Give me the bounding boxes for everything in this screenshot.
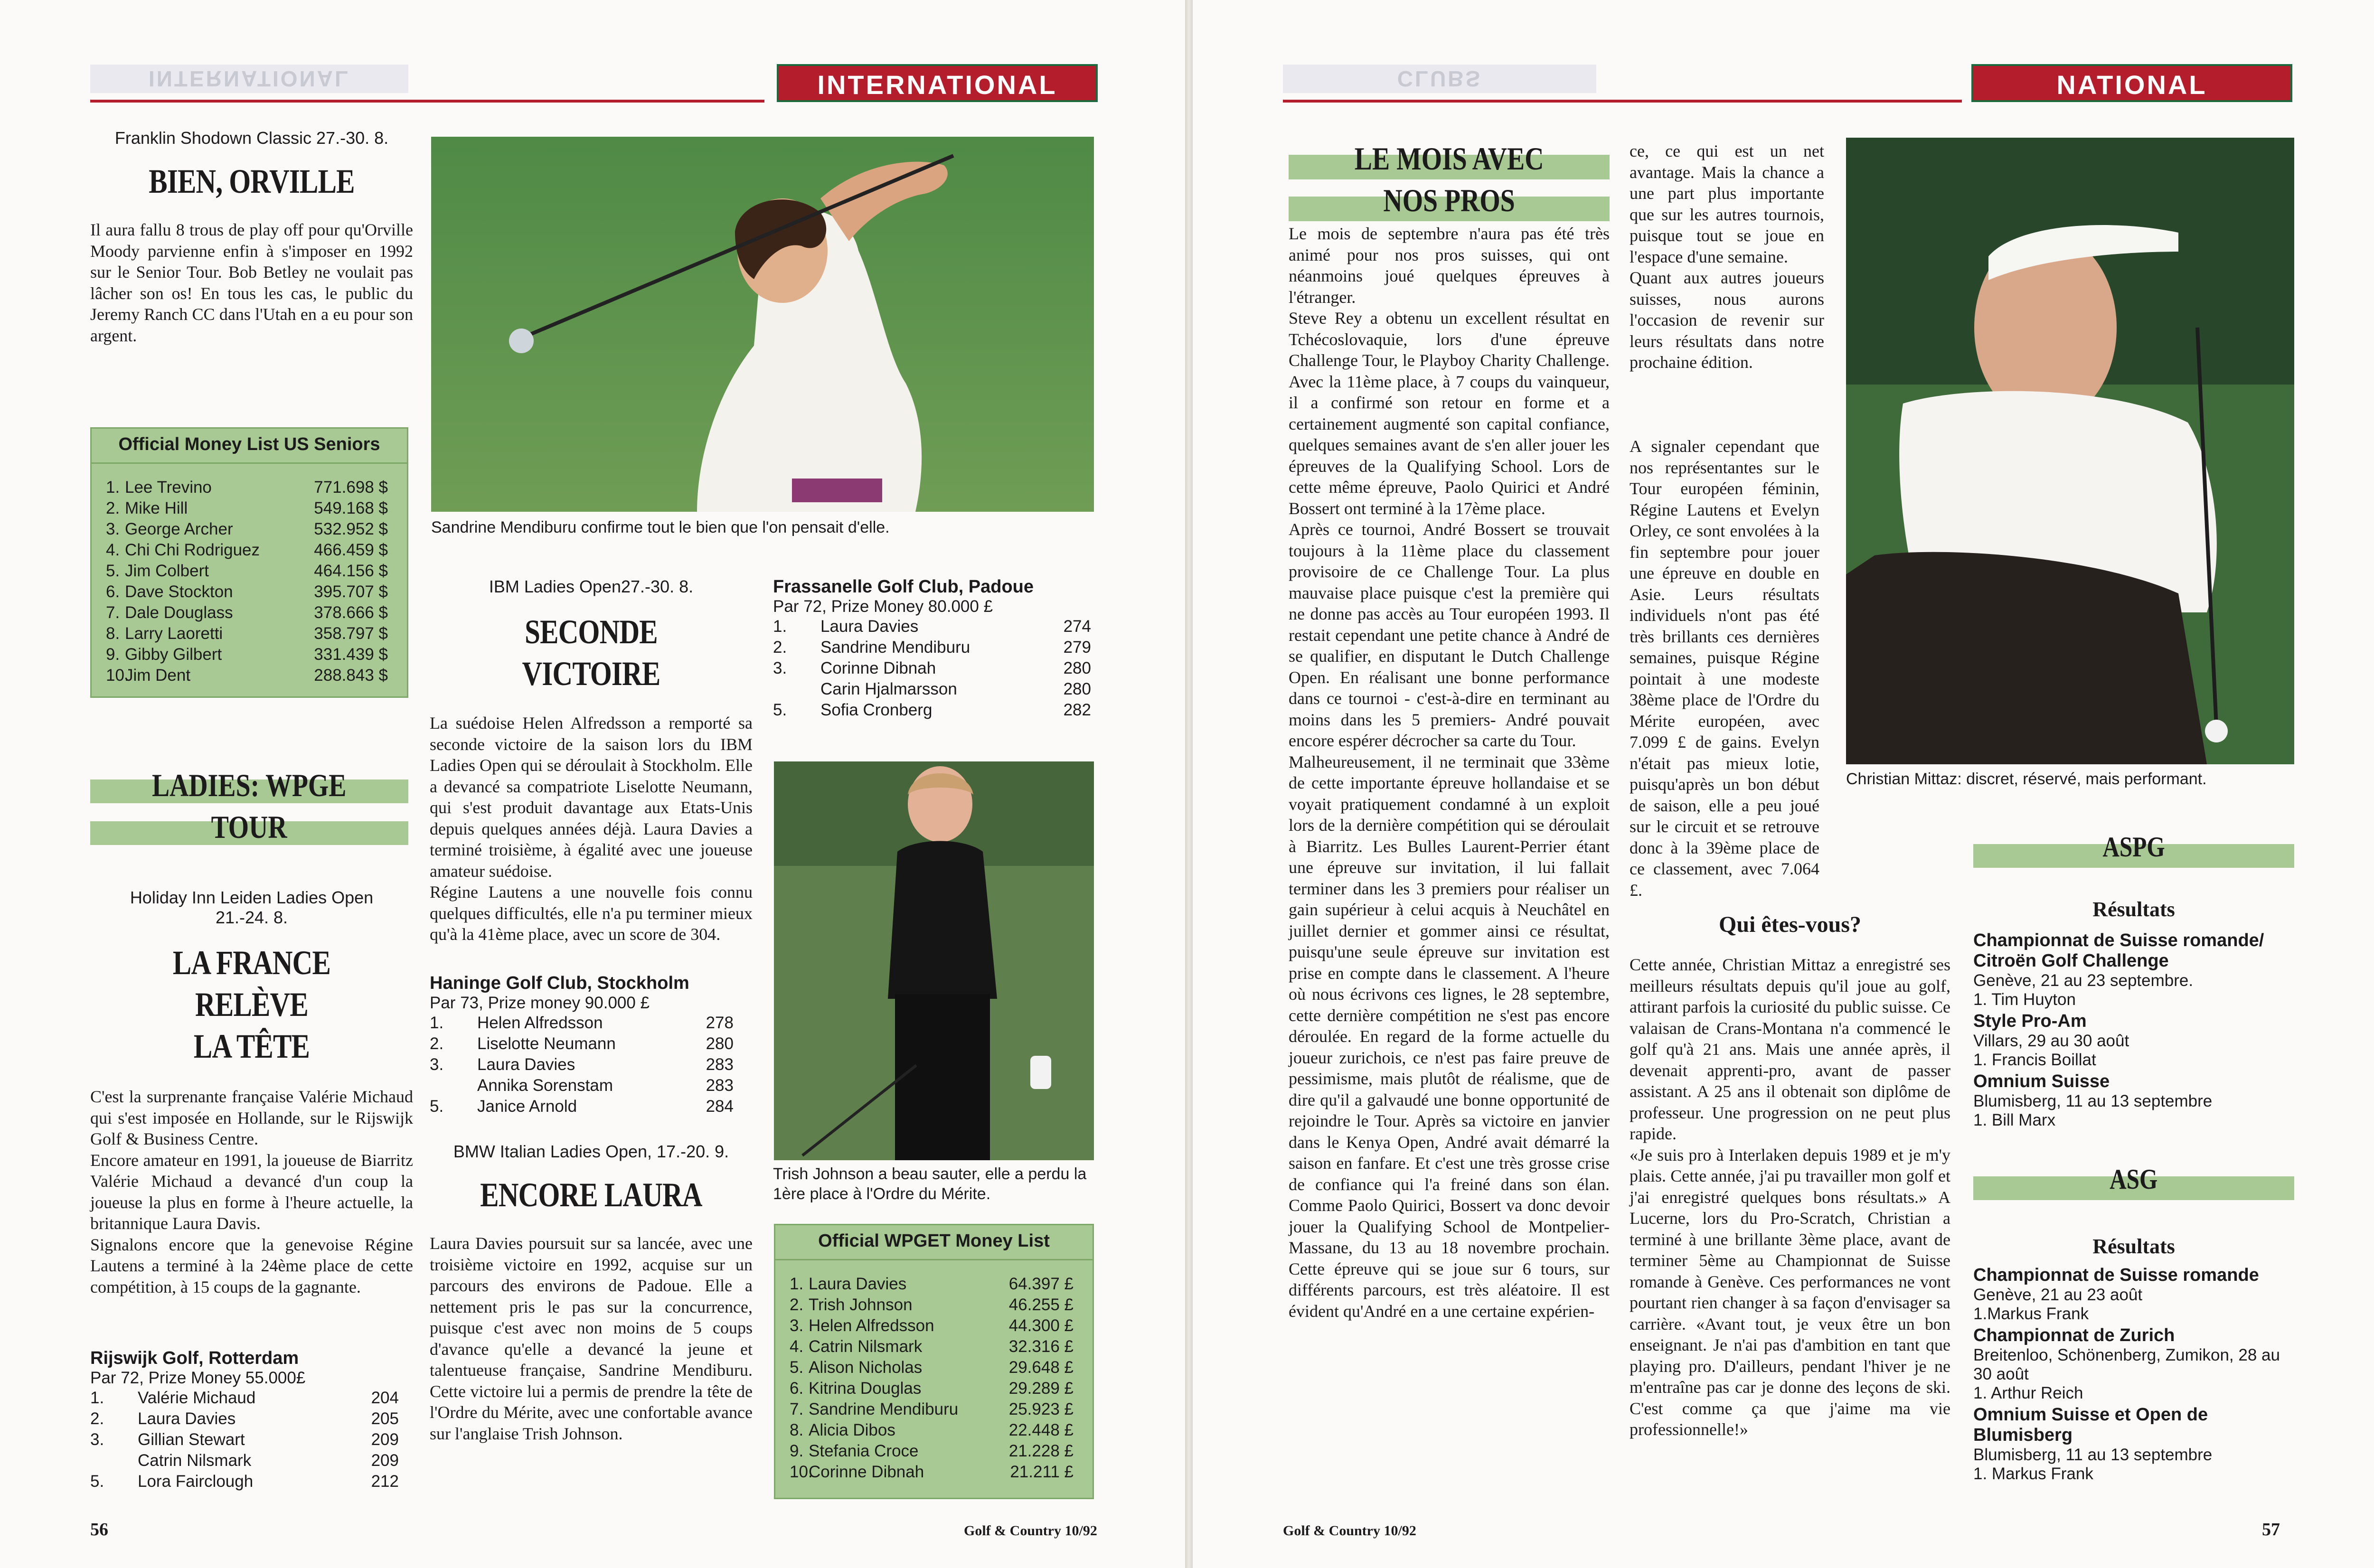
result-title: Championnat de Suisse romande [1973, 1265, 2259, 1285]
rank [430, 1075, 477, 1096]
value: 532.952 $ [314, 520, 388, 538]
list-row [790, 1274, 1074, 1295]
right-page [1193, 0, 2374, 1568]
rank: 1. [430, 1014, 444, 1032]
rank: 3. [773, 659, 787, 677]
photo-caption: Trish Johnson a beau sauter, elle a perdu la 1ère place à l'Ordre du Mérite. [773, 1165, 1087, 1203]
list-row [790, 1462, 1074, 1483]
player-name: Alison Nicholas [809, 1358, 923, 1377]
list-row [106, 477, 388, 498]
header-rule [90, 100, 764, 103]
result-where: Genève, 21 au 23 septembre. [1973, 971, 2194, 990]
rank: 5. [790, 1358, 804, 1377]
section-tag-international: INTERNATIONAL [777, 64, 1098, 102]
article-body-3: Signalons encore que la genevoise Régine Lautens a terminé à la 24ème place de cette compétition, à 15 coups de la gagnante. [90, 1235, 413, 1296]
rank: 8. [106, 624, 120, 643]
dateline: Franklin Shodown Classic 27.-30. 8. [114, 128, 389, 148]
player-name: George Archer [125, 520, 233, 538]
player-name: Dave Stockton [125, 582, 233, 601]
player-name: Catrin Nilsmark [138, 1451, 252, 1470]
value: 282 [1063, 701, 1091, 719]
result-winner: 1. Tim Huyton [1973, 990, 2076, 1009]
wpget-money-list [774, 1224, 1094, 1499]
list-row [773, 616, 1091, 637]
paragraph-2: «Je suis pro à Interlaken depuis 1989 et je m'y plais. Cette année, j'ai pu travailler mon golf et j'ai enregistré quelques bons résultats.» A Lucerne, lors du Pro-Scratch, Christian a terminé à une brillante 3ème place, avant de terminer 5ème au Championnat de Suisse romande à Genève. Ces performances ne vont pourtant rien changer à sa façon d'envisager sa carrière. «Avant tout, je veux être un bon enseignant. Je n'ai pas d'ambition en tant que playing pro. D'ailleurs, pendant l'hiver je ne m'entraîne pas car je donne des leçons de ski. C'est comme ça que j'aime ma vie professionnelle!» [1630, 1145, 1950, 1439]
result-title: Championnat de Zurich [1973, 1325, 2175, 1345]
list-row [106, 498, 388, 519]
golfer-swing-illustration [431, 137, 1094, 512]
list-row [790, 1378, 1074, 1399]
header-rule [1283, 100, 1962, 103]
list-row [90, 1388, 399, 1408]
result-where: Breitenloo, Schönenberg, Zumikon, 28 au 30 août [1973, 1346, 2280, 1383]
rank: 3. [106, 520, 120, 538]
result-item [1973, 1405, 2301, 1483]
player-name: Jim Colbert [125, 562, 209, 580]
rank: 1. [106, 478, 120, 497]
list-row [773, 658, 1091, 679]
result-item [1973, 1265, 2301, 1324]
result-where: Villars, 29 au 30 août [1973, 1032, 2129, 1050]
value: 274 [1063, 617, 1091, 636]
headline-2: LA TÊTE [193, 1027, 310, 1065]
list-row [790, 1357, 1074, 1378]
player-name: Dale Douglass [125, 603, 233, 622]
value: 44.300 £ [1008, 1316, 1074, 1335]
list-row [90, 1429, 399, 1450]
value: 212 [371, 1472, 399, 1491]
article-body: Il aura fallu 8 trous de play off pour qu'Orville Moody parvienne enfin à s'imposer en 1992 sur le Senior Tour. Bob Betley ne voulait pas lâcher son os! En tous les cas, le public du Jeremy Ranch CC dans l'Utah en a eu pour son argent. [90, 220, 413, 345]
value: 283 [706, 1055, 734, 1074]
rank: 4. [106, 541, 120, 559]
value: 21.211 £ [1010, 1463, 1074, 1481]
rank: 2. [430, 1034, 444, 1053]
player-name: Annika Sorenstam [477, 1076, 613, 1095]
asg-head [1973, 1158, 2294, 1201]
article-body-1: La suédoise Helen Alfredsson a remporté sa seconde victoire de la saison lors du IBM Ladies Open qui se déroulait à Stockholm. Elle a devancé sa compatriote Liselotte Neumann, qui s'est produit davantage aux Etats-Unis depuis quelques années déjà. Laura Davies a terminé troisième, à égalité avec une joueuse amateur suédoise. [430, 714, 753, 881]
result-winner: 1. Arthur Reich [1973, 1384, 2083, 1402]
rank: 2. [773, 638, 787, 657]
list-row [90, 1471, 399, 1492]
paragraph-2: Quant aux autres joueurs suisses, nous aurons l'occasion de revenir sur leurs résultats dans notre prochaine édition. [1630, 268, 1824, 372]
result-item [1973, 930, 2301, 1009]
list-row [430, 1054, 734, 1075]
aspg-results-label: Résultats [2092, 898, 2175, 921]
result-title: Omnium Suisse et Open de Blumisberg [1973, 1405, 2208, 1445]
list-row [106, 602, 388, 623]
value: 280 [706, 1034, 734, 1053]
main-head-nos-pros [1289, 138, 1610, 223]
results-sub: Par 72, Prize Money 80.000 £ [773, 597, 993, 616]
value: 32.316 £ [1008, 1337, 1074, 1356]
rank: 10. [106, 666, 129, 685]
list-row [106, 644, 388, 665]
value: 29.648 £ [1008, 1358, 1074, 1377]
rank: 5. [773, 701, 787, 719]
result-where: Blumisberg, 11 au 13 septembre [1973, 1092, 2213, 1110]
results-rows [430, 1013, 734, 1117]
value: 464.156 $ [314, 562, 388, 580]
value: 21.228 £ [1008, 1442, 1074, 1460]
list-row [790, 1336, 1074, 1357]
photo-caption: Christian Mittaz: discret, réservé, mais performant. [1846, 770, 2207, 788]
value: 331.439 $ [314, 645, 388, 664]
ladies-wpge-head [90, 764, 408, 849]
result-winner: 1. Francis Boillat [1973, 1051, 2096, 1069]
list-row [790, 1441, 1074, 1462]
rank: 6. [106, 582, 120, 601]
value: 283 [706, 1076, 734, 1095]
results-title: Haninge Golf Club, Stockholm [430, 973, 689, 993]
results-title: Frassanelle Golf Club, Padoue [773, 577, 1034, 597]
page-gutter [1185, 0, 1193, 1568]
box-title: Official WPGET Money List [775, 1225, 1093, 1260]
section-tag-national: NATIONAL [1971, 64, 2292, 102]
results-title: Rijswijk Golf, Rotterdam [90, 1348, 299, 1368]
player-name: Lee Trevino [125, 478, 212, 497]
player-name: Chi Chi Rodriguez [125, 541, 260, 559]
rank [773, 679, 820, 700]
results-rows [90, 1388, 399, 1492]
aspg-head [1973, 826, 2294, 869]
paragraph-4: Malheureusement, il ne terminait que 33ème de cette importante épreuve hollandaise et se voyait pratiquement condamné à un exploit lors de la dernière compétition qui se déroulait à Biarritz. Les Bulles Laurent-Perrier étant une épreuve sur invitation, il lui fallait terminer dans les 3 premiers pour réaliser un gain supérieur à celui acquis à Neuchâtel en juillet dernier et gommer ainsi ce résultat, puisqu'une seule épreuve sur invitation est prise en compte dans le classement. A l'heure où nous écrivons ces lignes, le 28 septembre, cette dernière compétition ne s'est pas encore déroulée. En regard de la forme actuelle du joueur zurichois, ce n'est pas faire preuve de pessimisme, mais plutôt de réalisme, que de dire qu'il a galvaudé une bonne opportunité de rejoindre le Tour. Après sa victoire en janvier dans le Kenya Open, André avait démarré la saison en fanfare. Et c'est une très grosse crise de confiance qui l'a freiné dans son élan. Comme Paolo Quirici, Bossert va donc devoir jouer la Qualifying School de Montpelier-Massane, du 13 au 18 novembre prochain. Cette épreuve qui se joue sur 6 tours, sur différents parcours, est très aléatoire. Il est évident qu'André en a une certaine expérien- [1289, 752, 1610, 1321]
rank: 7. [106, 603, 120, 622]
result-item [1973, 1325, 2301, 1403]
rank: 2. [106, 499, 120, 517]
article-qui-etes-vous [1630, 954, 1950, 1440]
value: 204 [371, 1389, 399, 1407]
list-row [430, 1096, 734, 1117]
player-name: Jim Dent [125, 666, 191, 685]
player-name: Laura Davies [820, 617, 919, 636]
result-title: Championnat de Suisse romande/ Citroën Golf Challenge [1973, 930, 2264, 971]
rank: 1. [90, 1389, 104, 1407]
value: 549.168 $ [314, 499, 388, 517]
list-row [106, 582, 388, 602]
dateline: BMW Italian Ladies Open, 17.-20. 9. [453, 1142, 729, 1161]
box-title: Official Money List US Seniors [92, 429, 407, 464]
value: 284 [706, 1097, 734, 1116]
list-row [106, 561, 388, 582]
dateline-1: Holiday Inn Leiden Ladies Open [130, 888, 374, 907]
list-row [106, 540, 388, 561]
rank [90, 1450, 138, 1471]
rank: 2. [90, 1409, 104, 1428]
head-line-2: TOUR [211, 809, 288, 845]
money-list-rows [775, 1260, 1093, 1483]
article-body-2: Régine Lautens a une nouvelle fois connu quelques difficultés, elle n'a pu terminer mieux qu'à la 41ème place, avec un score de 304. [430, 883, 753, 944]
list-row [430, 1075, 734, 1096]
result-winner: 1. Bill Marx [1973, 1111, 2056, 1129]
article-col-1 [1289, 223, 1610, 1322]
result-title: Omnium Suisse [1973, 1071, 2110, 1091]
rank: 7. [790, 1400, 804, 1418]
ghost-section-tag: CLUBS [1283, 65, 1596, 93]
headline-1: LA FRANCE RELÈVE [172, 944, 331, 1023]
page-number: 56 [90, 1520, 108, 1540]
rank: 3. [430, 1055, 444, 1074]
player-name: Gibby Gilbert [125, 645, 222, 664]
dateline: IBM Ladies Open27.-30. 8. [489, 577, 694, 596]
player-name: Corinne Dibnah [820, 659, 936, 677]
headline: ENCORE LAURA [480, 1176, 702, 1214]
us-seniors-money-list [90, 427, 408, 698]
list-row [106, 665, 388, 686]
list-row [430, 1033, 734, 1054]
player-name: Catrin Nilsmark [809, 1337, 923, 1356]
player-name: Carin Hjalmarsson [820, 680, 957, 698]
results-rows [773, 616, 1091, 721]
photo-trish-johnson [774, 761, 1094, 1160]
paragraph-3: A signaler cependant que nos représentantes sur le Tour européen féminin, Régine Lautens et Evelyn Orley, ce sont envolées à la fin septembre pour jouer une épreuve en double en Asie. Leurs résultats individuels n'ont pas été très brillants ces dernières semaines, puisque Régine pointait à une modeste 38ème place de l'Ordre du Mérite européen, avec 7.099 £ de gains. Evelyn n'était pas mieux lotie, puisqu'après un bon début de saison, elle a peu joué sur le circuit et se retrouve donc à la 39ème place de ce classement, avec 7.064 £. [1630, 437, 1819, 900]
value: 22.448 £ [1008, 1421, 1074, 1439]
head-line-1: LADIES: WPGE [152, 767, 347, 803]
list-row [773, 700, 1091, 721]
list-row [773, 679, 1091, 700]
results-frassanelle [773, 577, 1091, 721]
value: 358.797 $ [314, 624, 388, 643]
article-seconde-victoire [430, 577, 753, 945]
page-number: 57 [2262, 1520, 2280, 1540]
value: 288.843 $ [314, 666, 388, 685]
list-row [773, 637, 1091, 658]
rank: 3. [790, 1316, 804, 1335]
result-winner: 1. Markus Frank [1973, 1465, 2093, 1483]
rank: 2. [790, 1296, 804, 1314]
player-name: Trish Johnson [809, 1296, 913, 1314]
photo-sandrine-mendiburu [431, 137, 1094, 512]
list-row [106, 519, 388, 540]
player-name: Alicia Dibos [809, 1421, 895, 1439]
player-name: Laura Davies [809, 1275, 907, 1293]
value: 378.666 $ [314, 603, 388, 622]
player-name: Stefania Croce [809, 1442, 919, 1460]
results-haninge [430, 973, 734, 1117]
golfer-standing-illustration [774, 761, 1094, 1160]
list-row [790, 1295, 1074, 1315]
rank: 5. [90, 1472, 104, 1491]
head-line-1: LE MOIS AVEC [1354, 141, 1544, 177]
rank: 10. [790, 1463, 813, 1481]
player-name: Mike Hill [125, 499, 188, 517]
photo-caption: Sandrine Mendiburu confirme tout le bien que l'on pensait d'elle. [431, 518, 890, 536]
player-name: Sandrine Mendiburu [809, 1400, 959, 1418]
article-body-1: C'est la surprenante française Valérie Michaud qui s'est imposée en Hollande, sur le Rijswijk Golf & Business Centre. [90, 1087, 413, 1148]
article-body-2: Encore amateur en 1991, la joueuse de Biarritz Valérie Michaud a devancé d'un coup la joueuse la plus en forme à l'heure actuelle, la britannique Laura Davis. [90, 1150, 413, 1233]
head-text: ASG [2110, 1164, 2158, 1195]
result-winner: 1.Markus Frank [1973, 1305, 2089, 1323]
player-name: Sandrine Mendiburu [820, 638, 970, 657]
player-name: Gillian Stewart [138, 1430, 245, 1449]
qui-etes-vous-title: Qui êtes-vous? [1719, 912, 1861, 937]
result-item [1973, 1071, 2301, 1130]
paragraph-1: Cette année, Christian Mittaz a enregistré ses meilleurs résultats depuis qu'il joue au golf, attirant parfois la curiosité du public suisse. Ce valaisan de Crans-Montana n'a commencé le golf qu'à 21 ans. Mais une année après, il devenait apprenti-pro, avant de passer assistant. A 25 ans il obtenait son diplôme de professeur. Une progression on ne peut plus rapide. [1630, 955, 1950, 1143]
result-item [1973, 1011, 2301, 1070]
article-encore-laura [430, 1142, 753, 1444]
paragraph-2: Steve Rey a obtenu un excellent résultat en Tchécoslovaquie, lors d'une épreuve Challenge Tour, le Playboy Charity Challenge. Avec la 11ème place, à 7 coups du vainqueur, il a confirmé son retour en forme et a certainement augmenté son capital confiance, quelques semaines avant de s'en aller jouer les épreuves de la Qualifying School. Lors de cette même épreuve, Paolo Quirici et André Bossert ont terminé à la 17ème place. [1289, 309, 1610, 518]
rank: 8. [790, 1421, 804, 1439]
article-body: Laura Davies poursuit sur sa lancée, avec une troisième victoire en 1992, acquise sur un parcours des environs de Padoue. Elle a nettement pris le pas sur la concurrence, puisque c'est avec non moins de 5 coups d'avance qu'elle a devancé la jeune et talentueuse française, Sandrine Mendiburu. Cette victoire lui a permis de prendre la tête de l'Ordre du Mérite, avec une confortable avance sur l'anglaise Trish Johnson. [430, 1234, 753, 1443]
value: 771.698 $ [314, 478, 388, 497]
player-name: Helen Alfredsson [809, 1316, 934, 1335]
player-name: Corinne Dibnah [809, 1463, 924, 1481]
headline: BIEN, ORVILLE [149, 162, 355, 200]
rank: 5. [430, 1097, 444, 1116]
value: 466.459 $ [314, 541, 388, 559]
value: 280 [1063, 659, 1091, 677]
rank: 9. [106, 645, 120, 664]
result-where: Blumisberg, 11 au 13 septembre [1973, 1446, 2213, 1464]
player-name: Valérie Michaud [138, 1389, 256, 1407]
value: 209 [371, 1451, 399, 1470]
player-name: Janice Arnold [477, 1097, 577, 1116]
list-row [790, 1399, 1074, 1420]
list-row [106, 623, 388, 644]
list-row [430, 1013, 734, 1033]
rank: 4. [790, 1337, 804, 1356]
article-col-2-mid [1630, 436, 1819, 901]
list-row [90, 1450, 399, 1471]
player-name: Lora Fairclough [138, 1472, 254, 1491]
player-name: Sofia Cronberg [820, 701, 933, 719]
rank: 1. [773, 617, 787, 636]
player-name: Kitrina Douglas [809, 1379, 922, 1398]
paragraph-3: Après ce tournoi, André Bossert se trouvait toujours à la 11ème place du classement provisoire de ce Challenge Tour. La plus mauvaise place puisque c'est la première qui ne donne pas accès au Tour européen 1993. Il restait cependant une petite chance à André de se qualifier, en disputant le Dutch Challenge Open. En réalisant une bonne performance dans ce tournoi - c'est-à-dire en terminant au moins dans les 5 premiers- André pouvait encore espérer décrocher sa carte du Tour. [1289, 520, 1610, 750]
rank: 6. [790, 1379, 804, 1398]
paragraph-1: ce, ce qui est un net avantage. Mais la chance a une part plus importante que sur les autres tournois, puisque tout se joue en l'espace d'une semaine. [1630, 141, 1824, 266]
list-row [90, 1408, 399, 1429]
value: 280 [1063, 680, 1091, 698]
results-sub: Par 72, Prize Money 55.000£ [90, 1369, 306, 1387]
asg-results [1973, 1265, 2301, 1485]
list-row [790, 1315, 1074, 1336]
headline: SECONDE VICTOIRE [522, 613, 660, 693]
value: 209 [371, 1430, 399, 1449]
value: 29.289 £ [1008, 1379, 1074, 1398]
article-bien-orville [90, 128, 413, 346]
value: 278 [706, 1014, 734, 1032]
value: 395.707 $ [314, 582, 388, 601]
rank: 5. [106, 562, 120, 580]
golfer-putting-illustration [1846, 138, 2294, 764]
head-text: ASPG [2102, 831, 2165, 863]
footer-magazine: Golf & Country 10/92 [964, 1523, 1097, 1539]
value: 205 [371, 1409, 399, 1428]
value: 64.397 £ [1008, 1275, 1074, 1293]
dateline-2: 21.-24. 8. [215, 908, 288, 927]
results-sub: Par 73, Prize money 90.000 £ [430, 994, 650, 1012]
rank: 3. [90, 1430, 104, 1449]
rank: 1. [790, 1275, 804, 1293]
player-name: Helen Alfredsson [477, 1014, 603, 1032]
value: 25.923 £ [1008, 1400, 1074, 1418]
result-title: Style Pro-Am [1973, 1011, 2087, 1031]
asg-results-label: Résultats [2092, 1235, 2175, 1258]
player-name: Laura Davies [477, 1055, 575, 1074]
value: 46.255 £ [1008, 1296, 1074, 1314]
article-col-2-top [1630, 141, 1824, 373]
head-line-2: NOS PROS [1383, 182, 1515, 218]
aspg-results [1973, 930, 2301, 1132]
list-row [790, 1420, 1074, 1441]
footer-magazine: Golf & Country 10/92 [1283, 1523, 1416, 1539]
money-list-rows [92, 464, 407, 686]
paragraph-1: Le mois de septembre n'aura pas été très animé pour nos pros suisses, qui ont néanmoins joué quelques épreuves à l'étranger. [1289, 224, 1610, 307]
player-name: Liselotte Neumann [477, 1034, 616, 1053]
player-name: Larry Laoretti [125, 624, 223, 643]
left-page [0, 0, 1185, 1568]
ghost-section-tag: INTERNATIONAL [90, 65, 408, 93]
article-la-france [90, 888, 413, 1297]
rank: 9. [790, 1442, 804, 1460]
result-where: Genève, 21 au 23 août [1973, 1286, 2143, 1304]
value: 279 [1063, 638, 1091, 657]
photo-christian-mittaz [1846, 138, 2294, 764]
results-rijswijk [90, 1348, 399, 1492]
player-name: Laura Davies [138, 1409, 236, 1428]
